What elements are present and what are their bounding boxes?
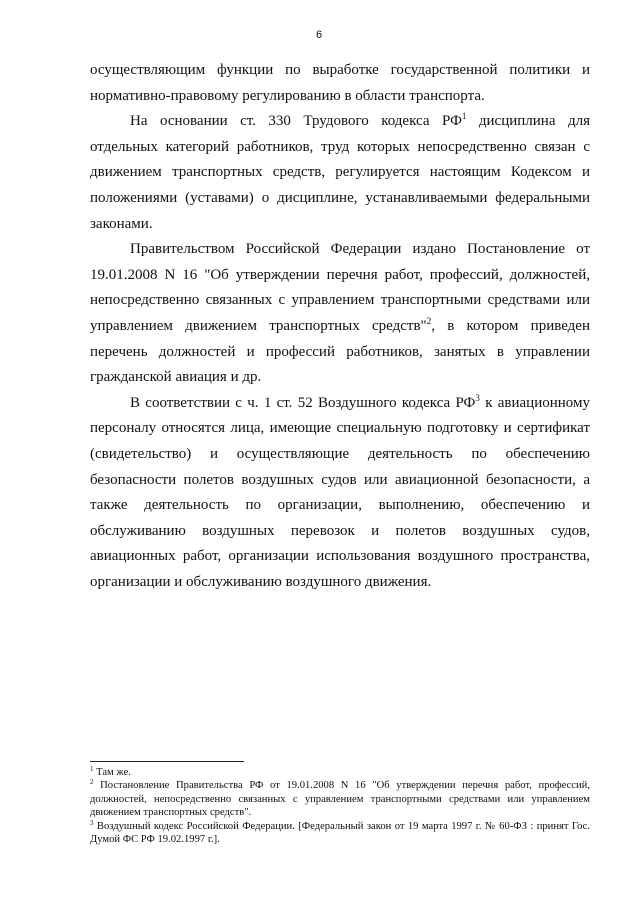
paragraph-2-text-end: дисциплина для отдельных категорий работников, труд которых непосредственно связан с движением транспортных средств, регулируется настоящим Кодексом и положениями (уставами) о дисциплине, устанавливаемыми федеральными законами. xyxy=(90,113,590,232)
footnote-text: Воздушный кодекс Российской Федерации. [Федеральный закон от 19 марта 1997 г. № 60-ФЗ : принят Гос. Думой ФС РФ 19.02.1997 г.]. xyxy=(90,820,590,846)
footnote-ref-2: 2 xyxy=(426,315,432,326)
footnote-text: Там же. xyxy=(93,767,131,778)
paragraph-3-text-start: Правительством Российской Федерации издано Постановление от 19.01.2008 N 16 "Об утверждении перечня работ, профессий, должностей, непосредственно связанных с управлением транспортными средствами или управлением движением транспортных средств" xyxy=(90,241,590,334)
paragraph-2 xyxy=(90,109,590,237)
paragraph-4-text-end: к авиационному персоналу относятся лица, имеющие специальную подготовку и сертификат (свидетельство) и осуществляющие деятельность по обеспечению безопасности полетов воздушных судов или авиационной безопасности, а также деятельность по организации, выполнению, обеспечению и обслуживанию воздушных перевозок и полетов воздушных судов, авиационных работ, организации использования воздушного пространства, организации и обслуживанию воздушного движения. xyxy=(90,394,591,590)
paragraph-4-text-start: В соответствии с ч. 1 ст. 52 Воздушного кодекса РФ xyxy=(130,394,476,411)
footnote-text: Постановление Правительства РФ от 19.01.2008 N 16 "Об утверждении перечня работ, профессий, должностей, непосредственно связанных с управлением транспортными средствами или управлением движением транспортных средств". xyxy=(90,780,590,819)
footnote-3 xyxy=(90,820,590,847)
footnote-number: 3 xyxy=(90,818,94,827)
footnote-1 xyxy=(90,766,590,779)
footnote-number: 2 xyxy=(90,778,94,787)
paragraph-4 xyxy=(90,391,590,596)
page-number: 6 xyxy=(315,29,323,41)
footnote-2 xyxy=(90,779,590,819)
footnote-number: 1 xyxy=(90,765,94,773)
paragraph-3-text-end: , в котором приведен перечень должностей и профессий работников, занятых в управлении гражданской авиация и др. xyxy=(90,317,590,386)
paragraph-3 xyxy=(90,237,590,391)
body-text xyxy=(90,58,590,595)
paragraph-1: осуществляющим функции по выработке государственной политики и нормативно-правовому регулированию в области транспорта. xyxy=(90,62,590,104)
footnotes xyxy=(90,766,590,846)
footnote-ref-3: 3 xyxy=(475,392,480,403)
paragraph-2-text-start: На основании ст. 330 Трудового кодекса РФ xyxy=(130,113,462,130)
footnote-separator xyxy=(90,761,244,762)
footnote-ref-1: 1 xyxy=(461,111,467,122)
